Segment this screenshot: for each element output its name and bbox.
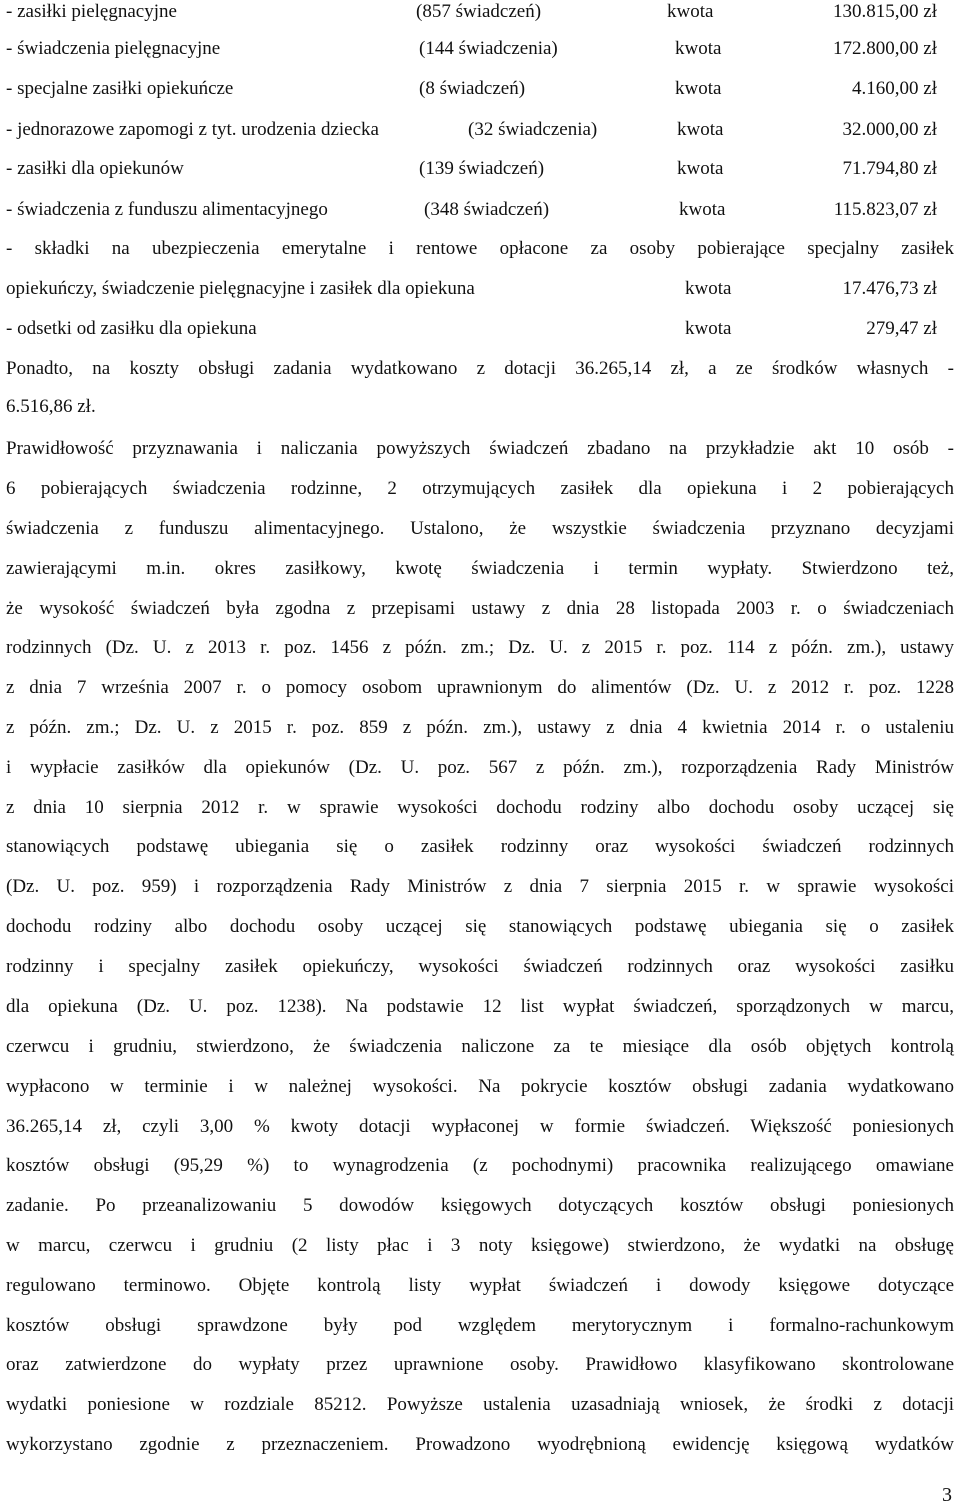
interest-name: - odsetki od zasiłku dla opiekuna — [6, 318, 257, 339]
benefit-amount: 71.794,80 zł — [842, 158, 937, 179]
paragraph-line: oraz zatwierdzone do wypłaty przez uprawnione osoby. Prawidłowo klasyfikowano skontrolowane — [6, 1354, 954, 1375]
interest-kwota: kwota — [685, 318, 732, 339]
benefit-amount: 172.800,00 zł — [833, 38, 937, 59]
benefit-kwota: kwota — [677, 158, 724, 179]
benefit-amount: 4.160,00 zł — [852, 78, 937, 99]
paragraph-line: dla opiekuna (Dz. U. poz. 1238). Na podstawie 12 list wypłat świadczeń, sporządzonych w marcu, — [6, 996, 954, 1017]
page-number: 3 — [942, 1484, 952, 1506]
benefit-kwota: kwota — [675, 38, 722, 59]
benefit-name: - specjalne zasiłki opiekuńcze — [6, 78, 234, 99]
benefit-amount: 130.815,00 zł — [833, 1, 937, 22]
contributions-line: - składki na ubezpieczenia emerytalne i rentowe opłacone za osoby pobierające specjalny zasiłek — [6, 238, 954, 259]
paragraph-line: zawierającymi m.in. okres zasiłkowy, kwotę świadczenia i termin wypłaty. Stwierdzono też, — [6, 558, 954, 579]
benefit-name: - świadczenia pielęgnacyjne — [6, 38, 221, 59]
paragraph-line: regulowano terminowo. Objęte kontrolą listy wypłat świadczeń i dowody księgowe dotyczące — [6, 1275, 954, 1296]
paragraph-line: czerwcu i grudniu, stwierdzono, że świadczenia naliczone za te miesiące dla osób objętych kontrolą — [6, 1036, 954, 1057]
paragraph-line: wykorzystano zgodnie z przeznaczeniem. Prowadzono wyodrębnioną ewidencję księgową wydatków — [6, 1434, 954, 1455]
benefit-name: - zasiłki dla opiekunów — [6, 158, 184, 179]
paragraph-line: stanowiących podstawę ubiegania się o zasiłek rodzinny oraz wysokości świadczeń rodzinnych — [6, 836, 954, 857]
contributions-kwota: kwota — [685, 278, 732, 299]
benefit-amount: 32.000,00 zł — [842, 119, 937, 140]
paragraph-line: wydatki poniesione w rozdziale 85212. Powyższe ustalenia uzasadniają wniosek, że środki z dotacji — [6, 1394, 954, 1415]
benefit-count: (348 świadczeń) — [424, 199, 550, 220]
benefit-count: (8 świadczeń) — [419, 78, 526, 99]
benefit-amount: 115.823,07 zł — [833, 199, 937, 220]
paragraph-line: 36.265,14 zł, czyli 3,00 % kwoty dotacji wypłaconej w formie świadczeń. Większość poniesionych — [6, 1116, 954, 1137]
paragraph-line: że wysokość świadczeń była zgodna z przepisami ustawy z dnia 28 listopada 2003 r. o świadczeniach — [6, 598, 954, 619]
benefit-kwota: kwota — [667, 1, 714, 22]
contributions-line: opiekuńczy, świadczenie pielęgnacyjne i zasiłek dla opiekuna — [6, 278, 475, 299]
paragraph-line: 6 pobierających świadczenia rodzinne, 2 otrzymujących zasiłek dla opiekuna i 2 pobierających — [6, 478, 954, 499]
paragraph-line: z dnia 7 września 2007 r. o pomocy osobom uprawnionym do alimentów (Dz. U. z 2012 r. poz. 1228 — [6, 677, 954, 698]
paragraph-line: świadczenia z funduszu alimentacyjnego. Ustalono, że wszystkie świadczenia przyznano decyzjami — [6, 518, 954, 539]
paragraph-line: (Dz. U. poz. 959) i rozporządzenia Rady Ministrów z dnia 7 sierpnia 2015 r. w sprawie wysokości — [6, 876, 954, 897]
paragraph-line: zadanie. Po przeanalizowaniu 5 dowodów księgowych dotyczących kosztów obsługi poniesionych — [6, 1195, 954, 1216]
paragraph-line: z późn. zm.; Dz. U. z 2015 r. poz. 859 z późn. zm.), ustawy z dnia 4 kwietnia 2014 r. o ustaleniu — [6, 717, 954, 738]
benefit-name: - jednorazowe zapomogi z tyt. urodzenia dziecka — [6, 119, 379, 140]
contributions-amount: 17.476,73 zł — [842, 278, 937, 299]
paragraph-line: Prawidłowość przyznawania i naliczania powyższych świadczeń zbadano na przykładzie akt 10 osób - — [6, 438, 954, 459]
paragraph-line: kosztów obsługi sprawdzone były pod względem merytorycznym i formalno-rachunkowym — [6, 1315, 954, 1336]
benefit-kwota: kwota — [677, 119, 724, 140]
interest-amount: 279,47 zł — [866, 318, 937, 339]
benefit-count: (857 świadczeń) — [416, 1, 542, 22]
paragraph-line: 6.516,86 zł. — [6, 396, 96, 417]
benefit-count: (144 świadczenia) — [419, 38, 558, 59]
benefit-count: (32 świadczenia) — [468, 119, 598, 140]
paragraph-line: i wypłacie zasiłków dla opiekunów (Dz. U. poz. 567 z późn. zm.), rozporządzenia Rady Ministrów — [6, 757, 954, 778]
paragraph-line: w marcu, czerwcu i grudniu (2 listy płac i 3 noty księgowe) stwierdzono, że wydatki na obsługę — [6, 1235, 954, 1256]
benefit-count: (139 świadczeń) — [419, 158, 545, 179]
benefit-name: - świadczenia z funduszu alimentacyjnego — [6, 199, 328, 220]
benefit-kwota: kwota — [675, 78, 722, 99]
paragraph-line: Ponadto, na koszty obsługi zadania wydatkowano z dotacji 36.265,14 zł, a ze środków własnych - — [6, 358, 954, 379]
paragraph-line: rodzinny i specjalny zasiłek opiekuńczy, wysokości świadczeń rodzinnych oraz wysokości zasiłku — [6, 956, 954, 977]
paragraph-line: dochodu rodziny albo dochodu osoby uczącej się stanowiących podstawę ubiegania się o zasiłek — [6, 916, 954, 937]
paragraph-line: wypłacono w terminie i w należnej wysokości. Na pokrycie kosztów obsługi zadania wydatkowano — [6, 1076, 954, 1097]
paragraph-line: kosztów obsługi (95,29 %) to wynagrodzenia (z pochodnymi) pracownika realizującego omawiane — [6, 1155, 954, 1176]
paragraph-line: rodzinnych (Dz. U. z 2013 r. poz. 1456 z późn. zm.; Dz. U. z 2015 r. poz. 114 z późn. zm.), ustawy — [6, 637, 954, 658]
paragraph-line: z dnia 10 sierpnia 2012 r. w sprawie wysokości dochodu rodziny albo dochodu osoby uczącej się — [6, 797, 954, 818]
benefit-name: - zasiłki pielęgnacyjne — [6, 1, 177, 22]
benefit-kwota: kwota — [679, 199, 726, 220]
